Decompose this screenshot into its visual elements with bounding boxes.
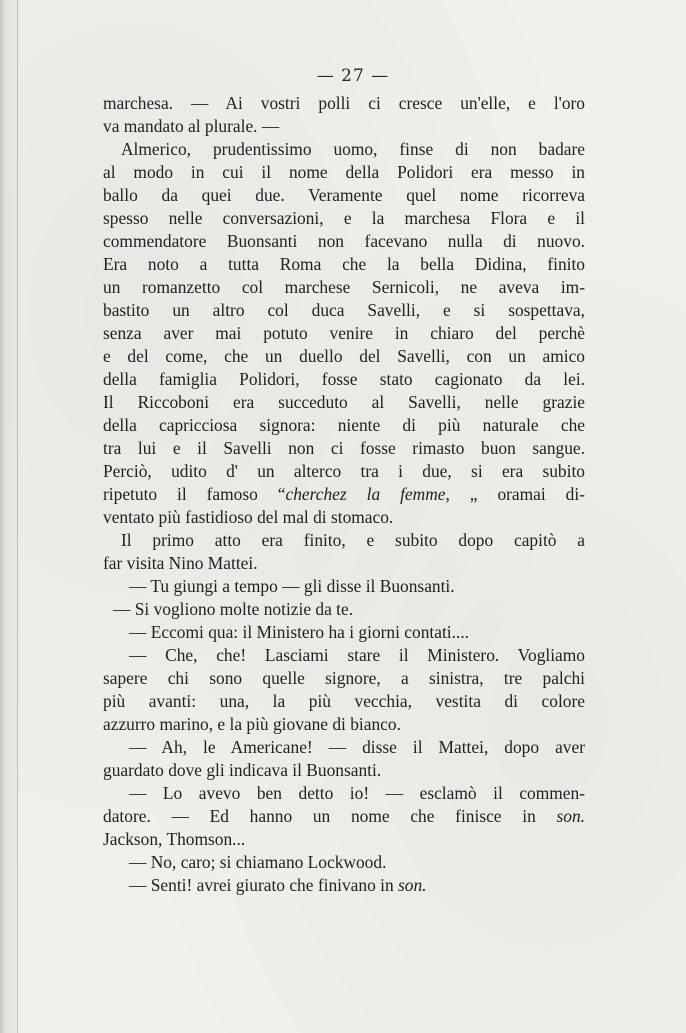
text-line: Jackson, Thomson... [103, 829, 246, 849]
italic-word: son. [556, 806, 585, 826]
text-line [103, 874, 585, 897]
text-line: va mandato al plurale. — [103, 116, 280, 136]
text-line: — Si vogliono molte notizie da te. [113, 599, 354, 619]
text-line: — Che, che! Lasciami stare il Ministero. Vogliamo [129, 645, 585, 665]
text-fragment: datore. — Ed hanno un nome che finisce in [103, 806, 557, 826]
text-line: marchesa. — Ai vostri polli ci cresce un'elle, e l'oro [103, 93, 585, 113]
text-line: ballo da quei due. Veramente quel nome ricorreva [103, 185, 585, 205]
text-line: far visita Nino Mattei. [103, 553, 258, 573]
text-line: bastito un altro col duca Savelli, e si sospettava, [103, 300, 585, 320]
text-line: spesso nelle conversazioni, e la marchesa Flora e il [103, 208, 585, 228]
text-line: Il Riccoboni era succeduto al Savelli, nelle grazie [103, 392, 585, 412]
page-gutter-shadow [0, 0, 22, 1033]
page-number: — 27 — [316, 66, 390, 86]
text-line: più avanti: una, la più vecchia, vestita di colore [103, 691, 585, 711]
text-line: Perciò, udito d' un alterco tra i due, si era subito [103, 461, 585, 481]
text-line [103, 805, 585, 828]
text-line: della famiglia Polidori, fosse stato cagionato da lei. [103, 369, 585, 389]
text-line: guardato dove gli indicava il Buonsanti. [103, 760, 382, 780]
text-line: della capricciosa signora: niente di più naturale che [103, 415, 585, 435]
text-line: azzurro marino, e la più giovane di bianco. [103, 714, 401, 734]
text-fragment: ripetuto il famoso “ [103, 484, 286, 504]
text-line [103, 483, 585, 506]
text-line: — Tu giungi a tempo — gli disse il Buonsanti. [129, 576, 455, 596]
text-line: — No, caro; si chiamano Lockwood. [129, 852, 387, 872]
text-line: sapere chi sono quelle signore, a sinistra, tre palchi [103, 668, 585, 688]
body-text [103, 92, 585, 897]
text-fragment: — Senti! avrei giurato che finivano in [129, 875, 398, 895]
text-line: al modo in cui il nome della Polidori era messo in [103, 162, 585, 182]
text-line: Almerico, prudentissimo uomo, finse di non badare [121, 139, 585, 159]
text-line: — Lo avevo ben detto io! — esclamò il commen- [129, 783, 585, 803]
text-line: un romanzetto col marchese Sernicoli, ne aveva im- [103, 277, 585, 297]
text-line: tra lui e il Savelli non ci fosse rimasto buon sangue. [103, 438, 585, 458]
text-line: senza aver mai potuto venire in chiaro del perchè [103, 323, 585, 343]
text-fragment: „ oramai di- [449, 484, 585, 504]
text-line: — Ah, le Americane! — disse il Mattei, dopo aver [129, 737, 585, 757]
text-line: ventato più fastidioso del mal di stomaco. [103, 507, 394, 527]
text-line: Il primo atto era finito, e subito dopo capitò a [121, 530, 585, 550]
text-line: Era noto a tutta Roma che la bella Didina, finito [103, 254, 585, 274]
page-edge-line [17, 0, 18, 1033]
text-line: e del come, che un duello del Savelli, con un amico [103, 346, 585, 366]
italic-word: son. [398, 875, 427, 895]
text-line: — Eccomi qua: il Ministero ha i giorni contati.... [129, 622, 470, 642]
italic-quote: cherchez la femme, [285, 484, 450, 504]
text-line: commendatore Buonsanti non facevano nulla di nuovo. [103, 231, 585, 251]
